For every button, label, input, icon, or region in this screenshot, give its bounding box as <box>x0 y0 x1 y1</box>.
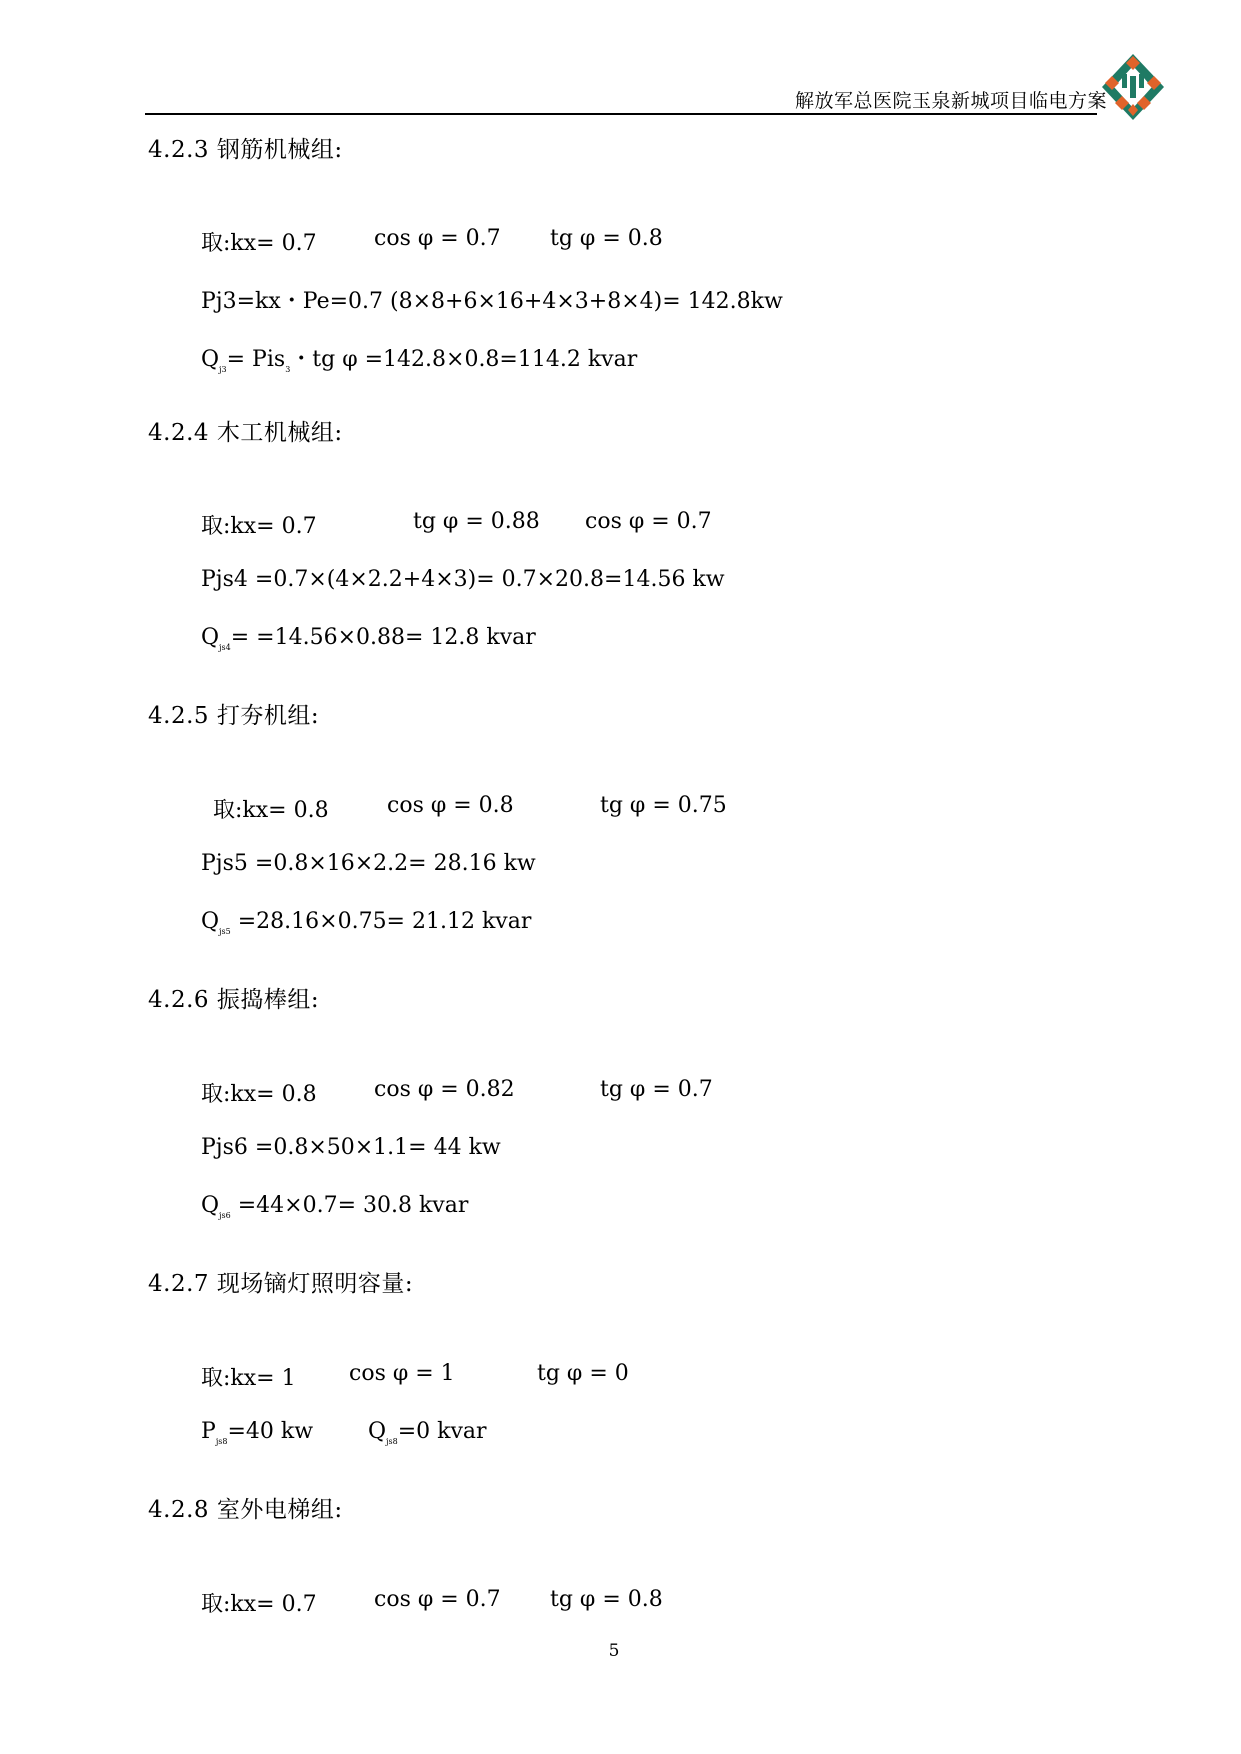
param-line <box>0 226 1241 256</box>
param-kx: 取:kx= 0.7 <box>201 514 317 539</box>
header-rule <box>145 113 1097 115</box>
p-value: $P_{js8}=40$ kw <box>201 1419 314 1446</box>
p-formula: Pjs5 =0.8×16×2.2= 28.16 kw <box>201 851 536 876</box>
param-cos: cos φ = 0.7 <box>374 226 501 251</box>
q-formula: $Q_{js5} =28.16\times 0.75= 21.12$ kvar <box>201 909 532 936</box>
param-cos: cos φ = 1 <box>349 1361 455 1386</box>
q-formula: $Q_{js6} =44\times 0.7= 30.8$ kvar <box>201 1193 469 1220</box>
p-formula: Pjs4 =0.7×(4×2.2+4×3)= 0.7×20.8=14.56 kw <box>201 567 725 592</box>
param-line <box>0 1077 1241 1107</box>
param-cos: cos φ = 0.82 <box>374 1077 515 1102</box>
section-heading: 4.2.8 室外电梯组: <box>148 1497 343 1523</box>
page-number: 5 <box>608 1641 620 1661</box>
param-line <box>0 509 1241 539</box>
param-kx: 取:kx= 0.8 <box>201 1082 317 1107</box>
param-tg: tg φ = 0.8 <box>550 226 663 251</box>
q-formula: $Q_{j3}= Pis_3$・tg φ =142.8×0.8=114.2 kvar <box>201 347 638 374</box>
section-heading: 4.2.5 打夯机组: <box>148 703 320 729</box>
section-heading: 4.2.7 现场镝灯照明容量: <box>148 1271 414 1297</box>
param-cos: cos φ = 0.8 <box>387 793 514 818</box>
company-logo <box>1100 52 1166 122</box>
q-value: $Q_{js8}=0$ kvar <box>368 1419 487 1446</box>
param-tg: tg φ = 0.8 <box>550 1587 663 1612</box>
param-cos: cos φ = 0.7 <box>374 1587 501 1612</box>
pq-line <box>0 1419 1241 1449</box>
param-kx: 取:kx= 0.7 <box>201 1592 317 1617</box>
p-formula: Pjs6 =0.8×50×1.1= 44 kw <box>201 1135 501 1160</box>
param-line <box>0 793 1241 823</box>
header-title: 解放军总医院玉泉新城项目临电方案 <box>795 90 1108 112</box>
section-heading: 4.2.6 振捣棒组: <box>148 987 320 1013</box>
param-line <box>0 1361 1241 1391</box>
param-tg: tg φ = 0.88 <box>413 509 540 534</box>
p-formula: Pj3=kx・Pe=0.7 (8×8+6×16+4×3+8×4)= 142.8kw <box>201 289 783 314</box>
param-cos: cos φ = 0.7 <box>585 509 712 534</box>
param-tg: tg φ = 0 <box>537 1361 629 1386</box>
section-heading: 4.2.4 木工机械组: <box>148 420 343 446</box>
param-line <box>0 1587 1241 1617</box>
q-formula: $Q_{js4}= =14.56\times 0.88= 12.8$ kvar <box>201 625 536 652</box>
param-kx: 取:kx= 0.8 <box>213 798 329 823</box>
param-tg: tg φ = 0.75 <box>600 793 727 818</box>
section-heading: 4.2.3 钢筋机械组: <box>148 137 343 163</box>
param-kx: 取:kx= 1 <box>201 1366 296 1391</box>
param-kx: 取:kx= 0.7 <box>201 231 317 256</box>
param-tg: tg φ = 0.7 <box>600 1077 713 1102</box>
